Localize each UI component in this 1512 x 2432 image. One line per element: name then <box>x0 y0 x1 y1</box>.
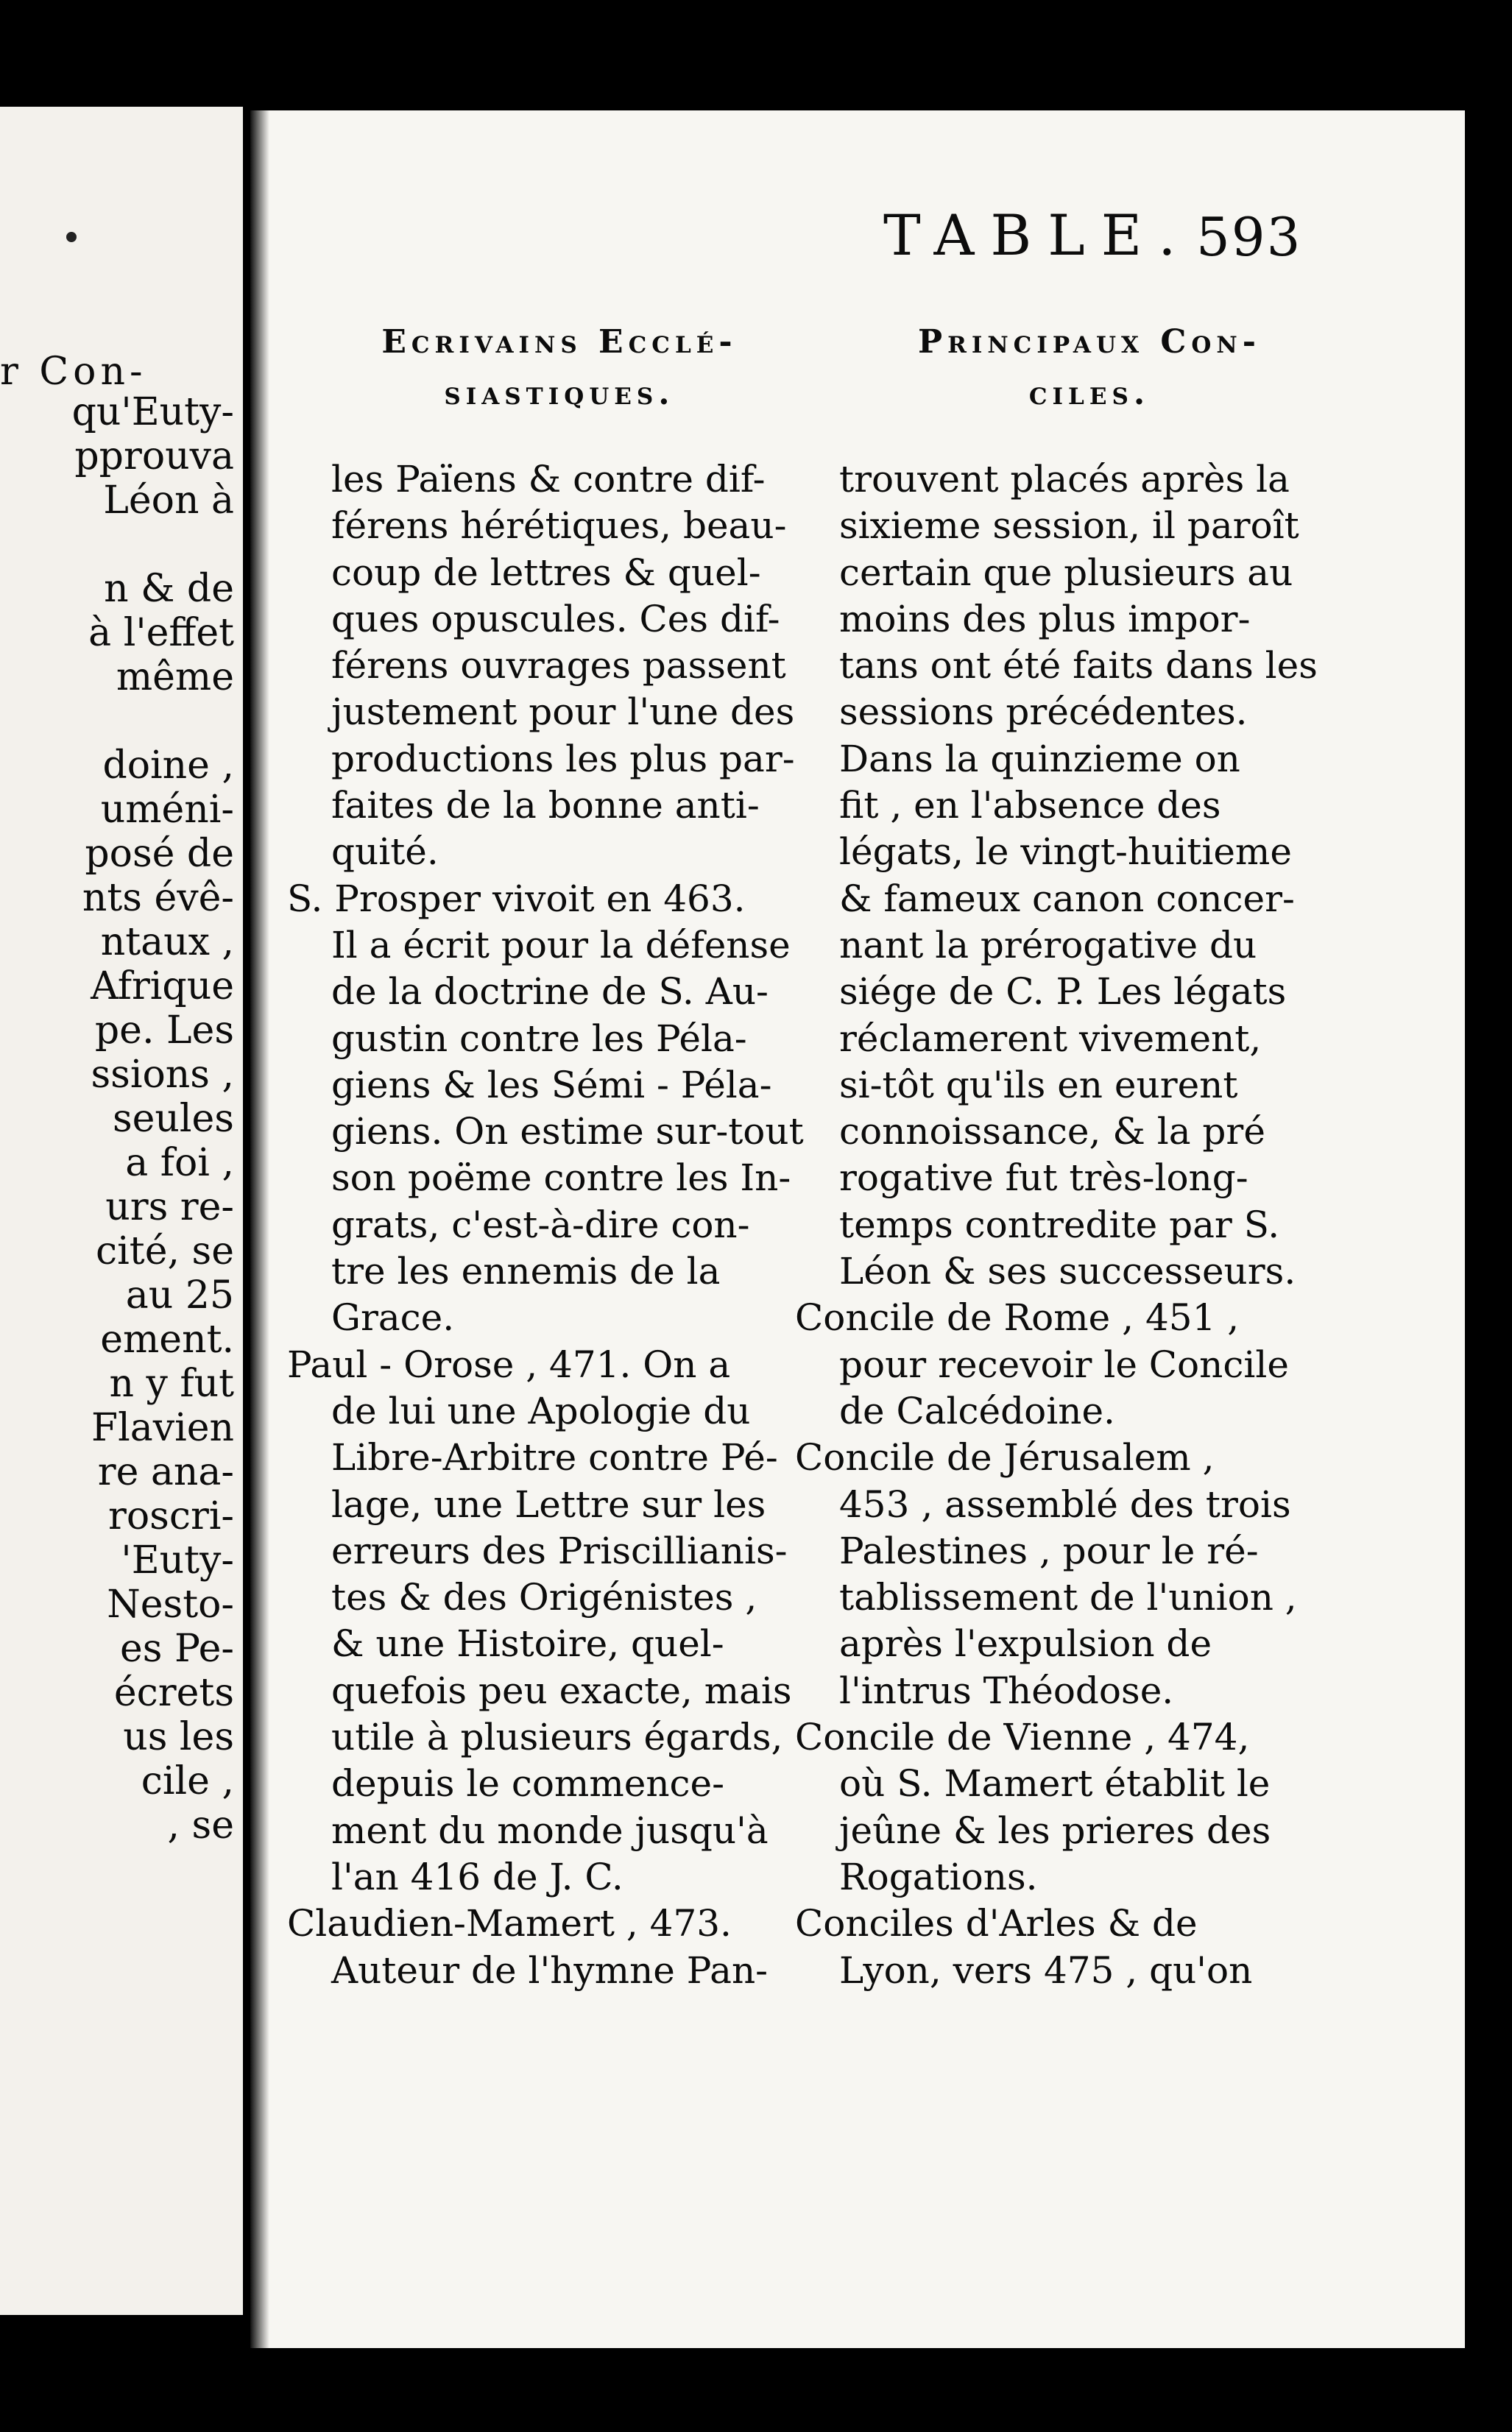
right-text-line: réclamerent vivement, <box>839 1017 1262 1060</box>
right-text-line: 453 , assemblé des trois <box>839 1482 1291 1526</box>
previous-page-text-fragment: urs re- <box>105 1185 234 1229</box>
left-text-line: de lui une Apologie du <box>331 1389 751 1432</box>
previous-page-text-fragment: Afrique <box>91 964 234 1008</box>
left-text-line: ques opuscules. Ces dif- <box>331 597 780 640</box>
right-text-line: Concile de Vienne , 474, <box>795 1716 1250 1759</box>
previous-page-text-fragment: Flavien <box>91 1406 234 1450</box>
left-text-line: l'an 416 de J. C. <box>331 1855 623 1898</box>
right-text-line: tans ont été faits dans les <box>839 644 1318 687</box>
previous-page-text-fragment: us les <box>123 1715 234 1759</box>
left-column-heading-line: Ecrivains Ecclé- <box>381 323 738 361</box>
left-text-line: utile à plusieurs égards, <box>331 1716 783 1759</box>
right-text-line: trouvent placés après la <box>839 458 1290 501</box>
left-text-line: Grace. <box>331 1296 455 1340</box>
previous-page-text-fragment: nts évê- <box>82 876 234 920</box>
right-column-heading <box>824 317 1354 420</box>
page-number: 593 <box>1196 206 1302 268</box>
left-text-line: coup de lettres & quel- <box>331 551 761 594</box>
left-text-line: Claudien-Mamert , 473. <box>287 1902 732 1945</box>
right-text-line: jeûne & les prieres des <box>839 1809 1271 1852</box>
left-text-line: depuis le commence- <box>331 1762 725 1806</box>
left-text-line: férens hérétiques, beau- <box>331 504 787 548</box>
left-text-line: quefois peu exacte, mais <box>331 1669 792 1712</box>
ink-spot <box>66 232 77 242</box>
right-text-line: rogative fut très-long- <box>839 1156 1248 1200</box>
previous-page-text-fragment: uméni- <box>100 788 234 832</box>
right-text-line: siége de C. P. Les légats <box>839 970 1287 1014</box>
left-text-line: ment du monde jusqu'à <box>331 1809 769 1852</box>
previous-page-text-fragment: n y fut <box>109 1362 234 1406</box>
previous-page-text-fragment: Nesto- <box>107 1583 234 1627</box>
left-text-line: faites de la bonne anti- <box>331 784 760 827</box>
left-text-line: tes & des Origénistes , <box>331 1576 757 1619</box>
left-column-text <box>287 456 804 1994</box>
previous-page-fragment <box>0 107 243 2315</box>
right-text-line: Concile de Jérusalem , <box>795 1436 1215 1480</box>
left-text-line: de la doctrine de S. Au- <box>331 970 769 1014</box>
page-title: TABLE. <box>883 202 1193 268</box>
right-text-line: après l'expulsion de <box>839 1622 1212 1666</box>
previous-page-text-fragment: cile , <box>141 1759 234 1803</box>
previous-page-text-fragment: qu'Euty- <box>71 390 234 434</box>
left-text-line: grats, c'est-à-dire con- <box>331 1203 750 1246</box>
previous-page-text-fragment: à l'effet <box>88 611 234 655</box>
right-text-line: moins des plus impor- <box>839 597 1251 640</box>
left-text-line: Il a écrit pour la défense <box>331 923 791 966</box>
left-column-heading-line: siastiques. <box>444 375 675 412</box>
left-column-heading <box>302 317 817 420</box>
previous-page-text-fragment: même <box>116 655 234 699</box>
right-text-line: Palestines , pour le ré- <box>839 1529 1259 1572</box>
right-text-line: sixieme session, il paroît <box>839 504 1299 548</box>
left-text-line: productions les plus par- <box>331 737 795 780</box>
left-text-line: quité. <box>331 830 439 874</box>
right-column-heading-line: ciles. <box>1028 375 1151 412</box>
previous-page-text-fragment: pprouva <box>74 434 234 478</box>
left-text-line: & une Histoire, quel- <box>331 1622 724 1666</box>
previous-page-text-fragment: ement. <box>100 1318 234 1362</box>
left-text-line: Libre-Arbitre contre Pé- <box>331 1436 778 1480</box>
left-text-line: S. Prosper vivoit en 463. <box>287 877 746 920</box>
right-text-line: connoissance, & la pré <box>839 1110 1265 1153</box>
previous-page-text-fragment: roscri- <box>107 1494 234 1538</box>
right-text-line: si-tôt qu'ils en eurent <box>839 1063 1238 1106</box>
right-column-heading-line: Principaux Con- <box>918 323 1261 361</box>
right-text-line: Léon & ses successeurs. <box>839 1250 1296 1293</box>
previous-page-text-fragment: a foi , <box>125 1141 234 1185</box>
previous-page-heading: r Con- <box>0 350 147 394</box>
previous-page-text-fragment: es Pe- <box>120 1627 234 1671</box>
previous-page-text-fragment: seules <box>112 1097 234 1141</box>
right-text-line: nant la prérogative du <box>839 923 1257 966</box>
right-text-line: certain que plusieurs au <box>839 551 1293 594</box>
left-text-line: gustin contre les Péla- <box>331 1017 747 1060</box>
right-text-line: temps contredite par S. <box>839 1203 1280 1246</box>
previous-page-text-fragment: ssions , <box>91 1053 234 1097</box>
left-text-line: Paul - Orose , 471. On a <box>287 1343 731 1386</box>
right-text-line: sessions précédentes. <box>839 690 1248 734</box>
previous-page-text-fragment: 'Euty- <box>121 1538 234 1583</box>
right-text-line: fit , en l'absence des <box>839 784 1221 827</box>
left-text-line: les Païens & contre dif- <box>331 458 766 501</box>
right-text-line: de Calcédoine. <box>839 1389 1115 1432</box>
right-column-text <box>795 456 1369 1994</box>
right-text-line: & fameux canon concer- <box>839 877 1295 920</box>
right-text-line: pour recevoir le Concile <box>839 1343 1289 1386</box>
previous-page-text-fragment: au 25 <box>125 1273 234 1318</box>
previous-page-text-fragment: Léon à <box>103 478 234 523</box>
right-text-line: Lyon, vers 475 , qu'on <box>839 1948 1253 1992</box>
previous-page-text-fragment: , se <box>167 1803 234 1848</box>
previous-page-text-fragment: re ana- <box>97 1450 234 1494</box>
left-text-line: tre les ennemis de la <box>331 1250 721 1293</box>
left-text-line: erreurs des Priscillianis- <box>331 1529 788 1572</box>
right-text-line: Dans la quinzieme on <box>839 737 1240 780</box>
book-page <box>250 110 1465 2348</box>
previous-page-text-fragment: écrets <box>113 1671 234 1715</box>
previous-page-text-fragment: n & de <box>104 567 234 611</box>
right-text-line: légats, le vingt-huitieme <box>839 830 1292 874</box>
previous-page-text-fragment: ntaux , <box>100 920 234 964</box>
left-text-line: son poëme contre les In- <box>331 1156 791 1200</box>
left-text-line: lage, une Lettre sur les <box>331 1482 766 1526</box>
left-text-line: giens & les Sémi - Péla- <box>331 1063 772 1106</box>
right-text-line: Conciles d'Arles & de <box>795 1902 1198 1945</box>
right-text-line: Concile de Rome , 451 , <box>795 1296 1240 1340</box>
right-text-line: tablissement de l'union , <box>839 1576 1297 1619</box>
left-text-line: giens. On estime sur-tout <box>331 1110 804 1153</box>
right-text-line: l'intrus Théodose. <box>839 1669 1174 1712</box>
previous-page-text-fragment: doine , <box>102 743 234 788</box>
previous-page-text-fragment: cité, se <box>96 1229 234 1273</box>
left-text-line: férens ouvrages passent <box>331 644 786 687</box>
right-text-line: Rogations. <box>839 1855 1038 1898</box>
previous-page-text-fragment: pe. Les <box>94 1008 234 1053</box>
right-text-line: où S. Mamert établit le <box>839 1762 1271 1806</box>
previous-page-text-fragment: posé de <box>85 832 234 876</box>
left-text-line: Auteur de l'hymne Pan- <box>331 1948 769 1992</box>
left-text-line: justement pour l'une des <box>331 690 795 734</box>
